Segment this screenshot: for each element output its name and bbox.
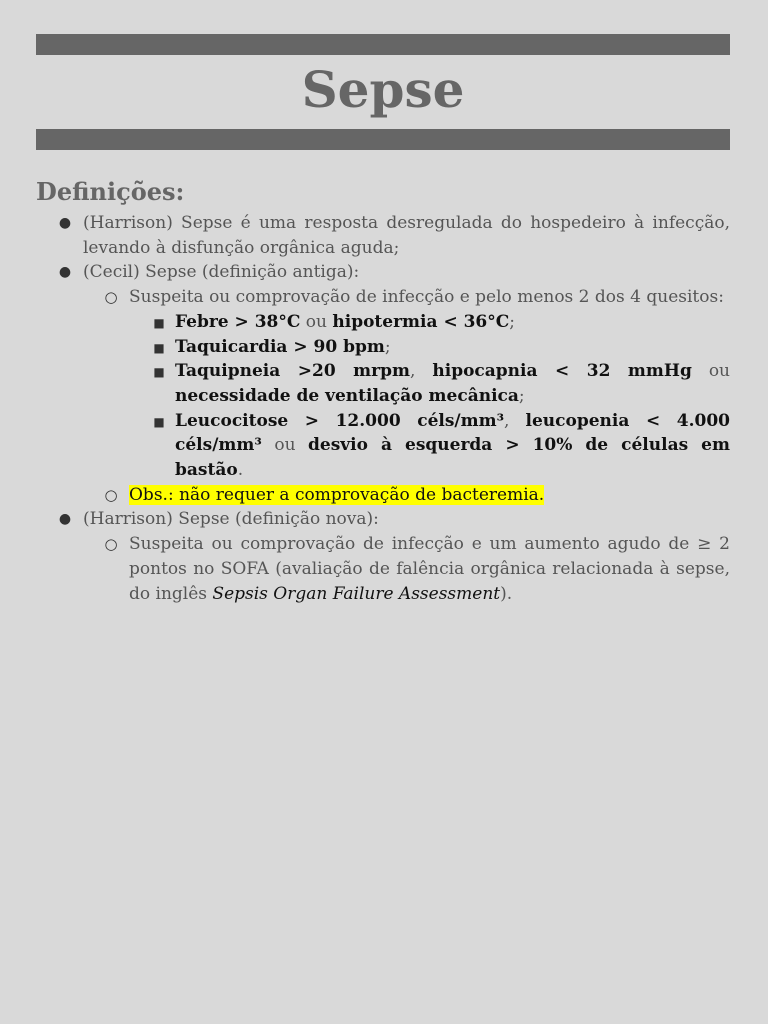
square-bullet-icon: ■ <box>153 414 165 429</box>
list-item-heart-rate <box>36 335 730 360</box>
sofa-english-term: Sepsis Organ Failure Assessment <box>212 583 501 604</box>
list-item-cecil <box>36 260 730 285</box>
connector-text: ou <box>691 361 731 382</box>
criterion-desvio: desvio à esquerda > 10% de células em bastão <box>175 435 730 481</box>
punctuation: . <box>237 460 244 481</box>
punctuation: ). <box>500 583 513 604</box>
list-item-temperature <box>36 310 730 335</box>
connector-text: ou <box>261 435 309 456</box>
criterion-hipocapnia: hipocapnia < 32 mmHg <box>432 361 692 382</box>
harrison-definition: (Harrison) Sepse é uma resposta desregulada do hospedeiro à infecção, levando à disfunção orgânica aguda; <box>83 213 730 258</box>
punctuation: , <box>504 410 526 431</box>
list-item-harrison <box>36 211 730 260</box>
title-bar-bottom <box>36 129 730 150</box>
harrison-new-definition: (Harrison) Sepse (definição nova): <box>83 509 379 530</box>
filled-bullet-icon: ● <box>58 215 72 231</box>
page-title: Sepse <box>301 60 465 119</box>
punctuation: ; <box>384 336 391 357</box>
square-bullet-icon: ■ <box>153 340 165 355</box>
punctuation: ; <box>509 311 516 332</box>
list-item-harrison-new <box>36 507 730 532</box>
criterion-ventilacao: necessidade de ventilação mecânica <box>175 385 519 406</box>
square-bullet-icon: ■ <box>153 365 165 380</box>
criterion-taquicardia: Taquicardia > 90 bpm <box>175 336 385 357</box>
criterion-leucopenia: leucopenia < 4.000 céls/mm³ <box>175 410 730 456</box>
hollow-bullet-icon: ○ <box>104 288 118 307</box>
cecil-criteria-intro: Suspeita ou comprovação de infecção e pelo menos 2 dos 4 quesitos: <box>129 287 724 308</box>
list-item-sofa <box>36 532 730 606</box>
sofa-text: Suspeita ou comprovação de infecção e um aumento agudo de ≥ 2 pontos no SOFA (avaliação de falência orgânica relacionada à sepse, do inglês <box>129 534 730 604</box>
criterion-febre: Febre > 38°C <box>175 311 301 332</box>
cecil-definition: (Cecil) Sepse (definição antiga): <box>83 262 360 283</box>
criterion-taquipneia: Taquipneia >20 mrpm <box>175 361 410 382</box>
criterion-hipotermia: hipotermia < 36°C <box>332 311 510 332</box>
filled-bullet-icon: ● <box>58 511 72 528</box>
punctuation: ; <box>518 385 525 406</box>
connector-text: ou <box>300 311 333 332</box>
filled-bullet-icon: ● <box>58 264 72 281</box>
list-item-cecil-criteria-intro <box>36 285 730 310</box>
list-item-leukocytes <box>36 409 730 483</box>
highlighted-observation: Obs.: não requer a comprovação de bacteremia. <box>129 484 545 505</box>
hollow-bullet-icon: ○ <box>104 485 118 504</box>
title-bar-top <box>36 34 730 55</box>
list-item-obs <box>36 483 730 508</box>
definitions-list <box>36 211 730 606</box>
list-item-respiratory <box>36 359 730 408</box>
criterion-leucocitose: Leucocitose > 12.000 céls/mm³ <box>175 410 505 431</box>
hollow-bullet-icon: ○ <box>104 535 118 554</box>
square-bullet-icon: ■ <box>153 315 165 330</box>
section-heading: Definições: <box>36 177 185 206</box>
punctuation: , <box>410 361 433 382</box>
